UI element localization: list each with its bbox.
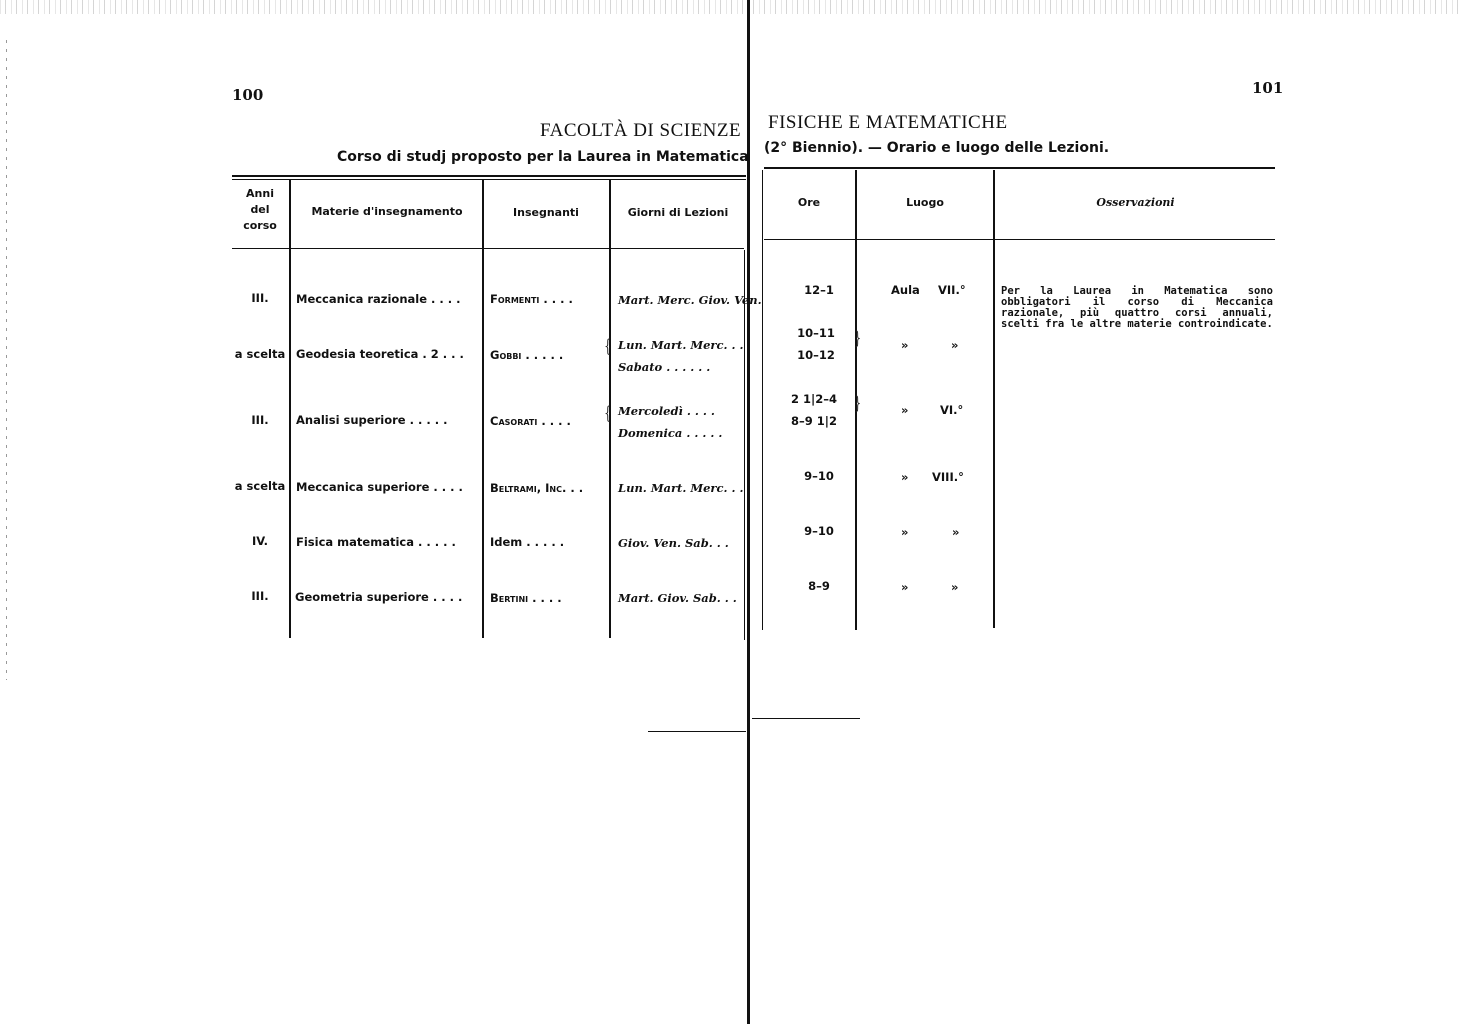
brace-icon: {	[604, 336, 612, 357]
row3-aula: »	[901, 403, 909, 417]
title-left: FACOLTÀ DI SCIENZE	[540, 120, 742, 141]
row2-insegnante: Gobbi . . . . .	[490, 348, 564, 362]
row1-materia: Meccanica razionale . . . .	[296, 292, 461, 306]
row2-aula: »	[901, 338, 909, 352]
rule-header-left	[232, 248, 744, 249]
subtitle-left: Corso di studj proposto per la Laurea in Matematica	[337, 149, 749, 165]
header-anni: Anni del corso	[243, 187, 277, 232]
col-line-1	[289, 180, 291, 638]
row4-aula: »	[901, 470, 909, 484]
row1-ore: 12–1	[804, 283, 834, 297]
row4-anno: a scelta	[234, 479, 286, 493]
row4-insegnante: Beltrami, Inc. . .	[490, 481, 584, 495]
row1-luogo: VII.°	[938, 283, 966, 297]
row2-anno: a scelta	[234, 347, 286, 361]
row3-materia: Analisi superiore . . . . .	[296, 413, 448, 427]
col-line-2	[482, 180, 484, 638]
page-number-left: 100	[232, 86, 264, 104]
row6-materia: Geometria superiore . . . .	[295, 590, 463, 604]
col-line-5	[762, 170, 763, 630]
row5-insegnante: Idem . . . . .	[490, 535, 565, 549]
row5-giorni: Giov. Ven. Sab. . .	[618, 536, 729, 550]
header-ore: Ore	[797, 196, 821, 209]
row3-insegnante: Casorati . . . .	[490, 414, 571, 428]
rule-top-right	[764, 167, 1275, 169]
header-osservazioni: Osservazioni	[1096, 196, 1175, 209]
rule-top-left-thin	[232, 179, 746, 180]
subtitle-right: (2° Biennio). — Orario e luogo delle Lezioni.	[764, 140, 1110, 156]
row2-giorni-2: Sabato . . . . . .	[618, 360, 711, 374]
row5-aula: »	[901, 525, 909, 539]
brace-icon: }	[854, 328, 862, 349]
row3-ore-1: 2 1|2–4	[791, 392, 837, 406]
row4-materia: Meccanica superiore . . . .	[296, 480, 463, 494]
row1-anno: III.	[251, 291, 269, 305]
row3-luogo: VI.°	[940, 403, 964, 417]
row5-ore: 9–10	[804, 524, 834, 538]
row2-luogo: »	[951, 338, 959, 352]
row3-giorni-1: Mercoledì . . . .	[618, 404, 715, 418]
row1-giorni: Mart. Merc. Giov. Ven.	[618, 293, 762, 307]
title-right: FISICHE E MATEMATICHE	[768, 112, 1008, 133]
row3-anno: III.	[251, 413, 269, 427]
rule-bottom-right	[752, 718, 860, 719]
row2-ore-2: 10–12	[797, 348, 835, 362]
row1-insegnante: Formenti . . . .	[490, 292, 573, 306]
row6-insegnante: Bertini . . . .	[490, 591, 562, 605]
rule-bottom-left	[648, 731, 746, 732]
rule-header-right	[764, 239, 1275, 240]
header-insegnanti: Insegnanti	[513, 206, 579, 219]
row3-giorni-2: Domenica . . . . .	[618, 426, 723, 440]
col-line-7	[993, 170, 995, 628]
row1-aula: Aula	[891, 283, 920, 297]
page-number-right: 101	[1252, 79, 1284, 97]
row4-luogo: VIII.°	[932, 470, 964, 484]
row6-ore: 8–9	[808, 579, 830, 593]
header-luogo: Luogo	[906, 196, 944, 209]
row4-giorni: Lun. Mart. Merc. . .	[618, 481, 744, 495]
brace-icon: }	[854, 393, 862, 414]
header-giorni: Giorni di Lezioni	[627, 206, 729, 219]
row2-materia: Geodesia teoretica . 2 . . .	[296, 347, 464, 361]
row6-aula: »	[901, 580, 909, 594]
osservazioni-note: Per la Laurea in Matematica sono obbligatori il corso di Meccanica razionale, più quattro corsi annuali, scelti fra le altre materie controindicate.	[1001, 285, 1273, 330]
row5-materia: Fisica matematica . . . . .	[296, 535, 456, 549]
row2-ore-1: 10–11	[797, 326, 835, 340]
row6-giorni: Mart. Giov. Sab. . .	[618, 591, 737, 605]
brace-icon: {	[604, 403, 612, 424]
row5-luogo: »	[952, 525, 960, 539]
rule-top-left	[232, 175, 746, 177]
col-line-4	[744, 250, 745, 640]
header-materie: Materie d'insegnamento	[311, 205, 463, 218]
row2-giorni-1: Lun. Mart. Merc. . .	[618, 338, 744, 352]
row5-anno: IV.	[251, 534, 269, 548]
row3-ore-2: 8–9 1|2	[791, 414, 837, 428]
row6-anno: III.	[251, 589, 269, 603]
scan-left-edge	[6, 40, 7, 680]
row4-ore: 9–10	[804, 469, 834, 483]
scan-noise-top	[0, 0, 1461, 14]
row6-luogo: »	[951, 580, 959, 594]
